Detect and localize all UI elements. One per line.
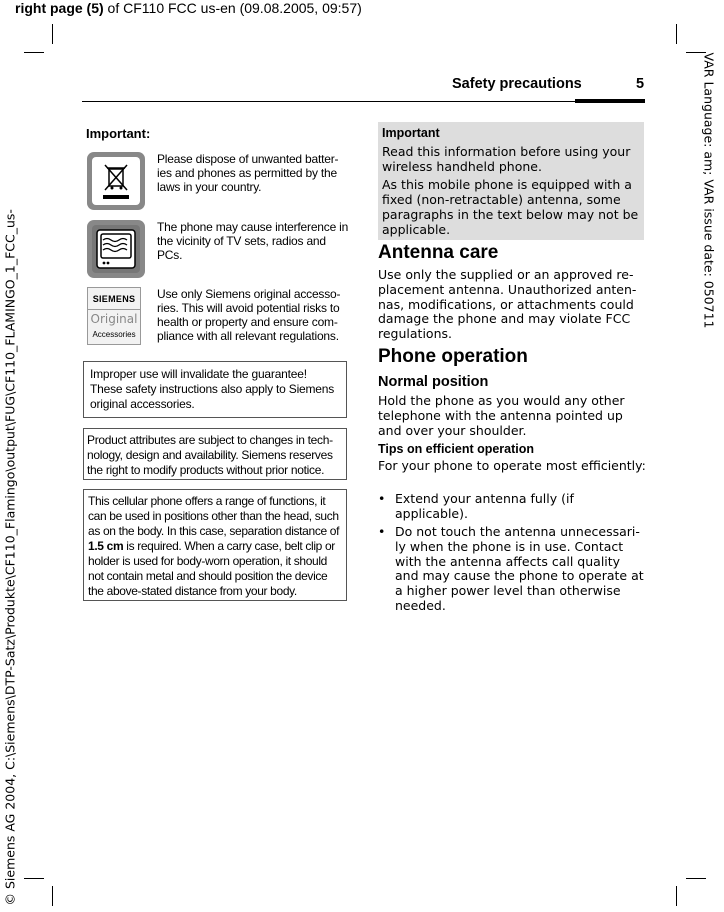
logo-accessories: Accessories — [92, 330, 136, 339]
logo-original: Original — [90, 312, 138, 326]
slug-label: right page (5) — [15, 0, 104, 16]
normal-position-heading: Normal position — [378, 374, 489, 390]
crop-mark — [24, 52, 44, 53]
crop-mark — [24, 878, 44, 879]
antenna-care-heading: Antenna care — [378, 242, 499, 263]
important-box-text-2: As this mobile phone is equipped with a fixed (non-retractable) antenna, some paragraphs in the text below may not be applicable. — [382, 177, 639, 237]
important-info-box — [378, 122, 644, 240]
crop-mark — [52, 24, 53, 44]
logo-brand: SIEMENS — [92, 294, 136, 304]
antenna-care-text: Use only the supplied or an approved re-placement antenna. Unauthorized anten-nas, modifications, or attachments could damage the phone and may violate FCC regulations. — [378, 267, 637, 342]
crossed-out-bin-icon — [87, 152, 145, 210]
list-item-text: Extend your antenna fully (if applicable). — [395, 491, 574, 521]
bullet-dot: • — [378, 491, 386, 506]
bullet-dot: • — [378, 524, 386, 539]
list-item-text: Do not touch the antenna unnecessari-ly when the phone is in use. Contact with the antenna affects call quality and may cause the phone to operate at a higher power level than otherwise needed. — [395, 524, 644, 613]
normal-position-text: Hold the phone as you would any other telephone with the antenna pointed up and over your shoulder. — [378, 393, 625, 438]
print-slug — [15, 0, 362, 16]
important-box-title: Important — [382, 126, 440, 140]
crop-mark — [676, 886, 677, 906]
important-label: Important: — [86, 126, 151, 141]
page-title: Safety precautions — [452, 76, 582, 92]
header-rule-accent — [575, 99, 645, 103]
slug-details: of CF110 FCC us-en (09.08.2005, 09:57) — [103, 0, 362, 16]
crop-mark — [686, 878, 706, 879]
important-box-text-1: Read this information before using your wireless handheld phone. — [382, 144, 631, 174]
phone-operation-heading: Phone operation — [378, 346, 528, 367]
side-var-text: VAR Language: am; VAR issue date: 050711 — [701, 52, 717, 329]
separation-distance: 1.5 cm — [88, 539, 124, 553]
page-number: 5 — [636, 76, 645, 92]
side-path-text: © Siemens AG 2004, C:\Siemens\DTP-Satz\Produkte\CF110_Flamingo\output\FUG\CF110_FLAMINGO_1_FCC_us- — [2, 209, 18, 906]
body-worn-box — [83, 489, 347, 601]
body-worn-text-1: This cellular phone offers a range of functions, it can be used in positions other than the head, such as on the body. In this case, separation distance of — [88, 494, 340, 538]
tips-heading: Tips on efficient operation — [378, 442, 535, 456]
tips-text: For your phone to operate most efficiently: — [378, 458, 646, 473]
body-worn-text-2: is required. When a carry case, belt clip or holder is used for body-worn operation, it should not contain metal and should position the device the above-stated distance from your body. — [88, 539, 335, 598]
crop-mark — [52, 886, 53, 906]
guarantee-box: Improper use will invalidate the guarantee! These safety instructions also apply to Siemens original accessories. — [83, 361, 347, 418]
header-rule — [82, 101, 644, 102]
siemens-original-accessories-icon — [87, 287, 141, 345]
interference-note: The phone may cause interference in the vicinity of TV sets, radios and PCs. — [157, 220, 349, 262]
crop-mark — [676, 24, 677, 44]
accessories-note: Use only Siemens original accesso-ries. This will avoid potential risks to health or property and ensure com-pliance with all relevant regulations. — [157, 287, 341, 343]
logo-divider — [88, 309, 140, 310]
product-attributes-box: Product attributes are subject to changes in tech-nology, design and availability. Siemens reserves the right to modify products without prior notice. — [83, 428, 347, 480]
disposal-note: Please dispose of unwanted batter-ies and phones as permitted by the laws in your country. — [157, 152, 339, 194]
tv-interference-icon — [87, 220, 145, 278]
